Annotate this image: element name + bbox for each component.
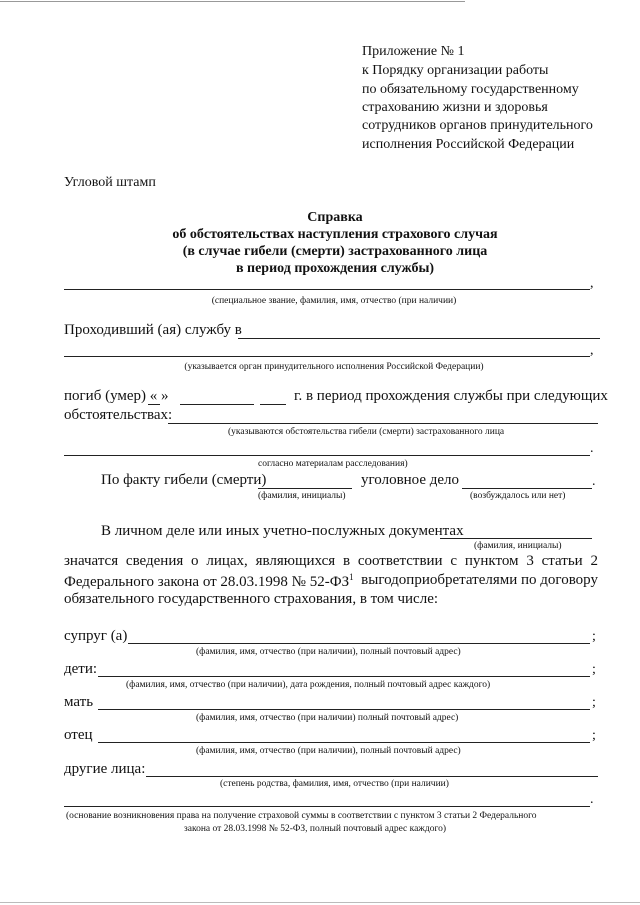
appendix-line-1: Приложение № 1	[362, 44, 465, 59]
father-label: отец	[64, 727, 93, 743]
circumstances-label: обстоятельствах:	[64, 407, 173, 423]
fact-name-field-line[interactable]	[258, 488, 352, 489]
served-label: Проходивший (ая) службу в	[64, 322, 242, 338]
circumstances-field-line-2[interactable]	[64, 455, 590, 456]
others-field-line[interactable]	[146, 776, 598, 777]
caption-spouse: (фамилия, имя, отчество (при наличии), полный почтовый адрес)	[196, 647, 461, 657]
caption-others: (степень родства, фамилия, имя, отчество (при наличии)	[220, 779, 449, 789]
mother-label: мать	[64, 694, 94, 710]
children-semicolon: ;	[592, 662, 596, 677]
served-field-line[interactable]	[238, 338, 600, 339]
corner-stamp-label: Угловой штамп	[64, 175, 156, 190]
title-line-4: в период прохождения службы)	[235, 261, 435, 276]
died-period-text: г. в период прохождения службы при следующих	[294, 388, 608, 404]
spouse-field-line[interactable]	[128, 643, 590, 644]
caption-father: (фамилия, имя, отчество (при наличии), полный почтовый адрес)	[196, 746, 461, 756]
footnote-marker: 1	[349, 572, 354, 582]
others-field-line-2[interactable]	[64, 806, 590, 807]
caption-basis-1: (основание возникновения права на получение страховой суммы в соответствии с пунктом 3 статьи 2 Федерального	[66, 811, 537, 821]
mother-semicolon: ;	[592, 695, 596, 710]
paragraph-line-1: значатся сведения о лицах, являющихся в соответствии с пунктом 3 статьи 2	[64, 553, 598, 569]
appendix-line-3: по обязательному государственному	[362, 82, 579, 97]
case-dot: .	[592, 474, 596, 489]
paragraph-line-2b: выгодоприобретателями по договору	[361, 572, 598, 588]
title-line-3: (в случае гибели (смерти) застрахованного лица	[182, 244, 488, 259]
caption-materials: согласно материалам расследования)	[258, 459, 408, 469]
caption-fio-initials: (фамилия, инициалы)	[258, 491, 346, 501]
fact-label: По факту гибели (смерти)	[101, 472, 267, 488]
appendix-line-5: сотрудников органов принудительного	[362, 118, 593, 133]
criminal-case-label: уголовное дело	[361, 472, 460, 488]
caption-basis-2: закона от 28.03.1998 № 52-ФЗ, полный почтовый адрес каждого)	[184, 824, 447, 834]
caption-children: (фамилия, имя, отчество (при наличии), дата рождения, полный почтовый адрес каждого)	[126, 680, 491, 690]
personal-file-label: В личном деле или иных учетно-послужных документах	[101, 523, 464, 539]
caption-name: (специальное звание, фамилия, имя, отчество (при наличии)	[211, 296, 457, 306]
organ-field-comma: ,	[590, 343, 594, 358]
father-semicolon: ;	[592, 728, 596, 743]
circumstances-dot: .	[590, 441, 594, 456]
father-field-line[interactable]	[98, 742, 590, 743]
name-field-comma: ,	[590, 276, 594, 291]
personal-file-field-line[interactable]	[440, 538, 592, 539]
caption-fio-initials-2: (фамилия, инициалы)	[474, 541, 562, 551]
caption-mother: (фамилия, имя, отчество (при наличии) полный почтовый адрес)	[196, 713, 459, 723]
caption-initiated: (возбуждалось или нет)	[470, 491, 566, 501]
children-label: дети:	[64, 661, 98, 677]
year-field-line[interactable]	[260, 404, 286, 405]
others-label: другие лица:	[64, 761, 146, 777]
died-label: погиб (умер) «	[64, 388, 158, 404]
organ-field-line[interactable]	[64, 356, 590, 357]
mother-field-line[interactable]	[98, 709, 590, 710]
spouse-label: супруг (а)	[64, 628, 128, 644]
bottom-border-line	[0, 902, 640, 903]
appendix-line-4: страхованию жизни и здоровья	[362, 100, 548, 115]
others-dot: .	[590, 792, 594, 807]
paragraph-line-3: обязательного государственного страхования, в том числе:	[64, 591, 439, 607]
paragraph-line-2a: Федерального закона от 28.03.1998 № $52-ФЗ^1$	[64, 572, 354, 590]
day-field-line[interactable]	[148, 404, 160, 405]
title-line-2: об обстоятельствах наступления страхового случая	[172, 227, 498, 242]
case-status-field-line[interactable]	[462, 488, 592, 489]
circumstances-field-line[interactable]	[168, 423, 598, 424]
caption-organ: (указывается орган принудительного исполнения Российской Федерации)	[184, 362, 484, 372]
top-border-line	[0, 1, 465, 2]
appendix-line-2: к Порядку организации работы	[362, 63, 549, 78]
spouse-semicolon: ;	[592, 629, 596, 644]
title-line-1: Справка	[307, 210, 363, 225]
children-field-line[interactable]	[98, 676, 590, 677]
name-field-line[interactable]	[64, 289, 590, 290]
paragraph-line-2	[64, 572, 598, 591]
caption-circumstances: (указываются обстоятельства гибели (смерти) застрахованного лица	[228, 427, 505, 437]
month-field-line[interactable]	[180, 404, 254, 405]
appendix-line-6: исполнения Российской Федерации	[362, 137, 575, 152]
died-quote-close: »	[161, 388, 169, 404]
